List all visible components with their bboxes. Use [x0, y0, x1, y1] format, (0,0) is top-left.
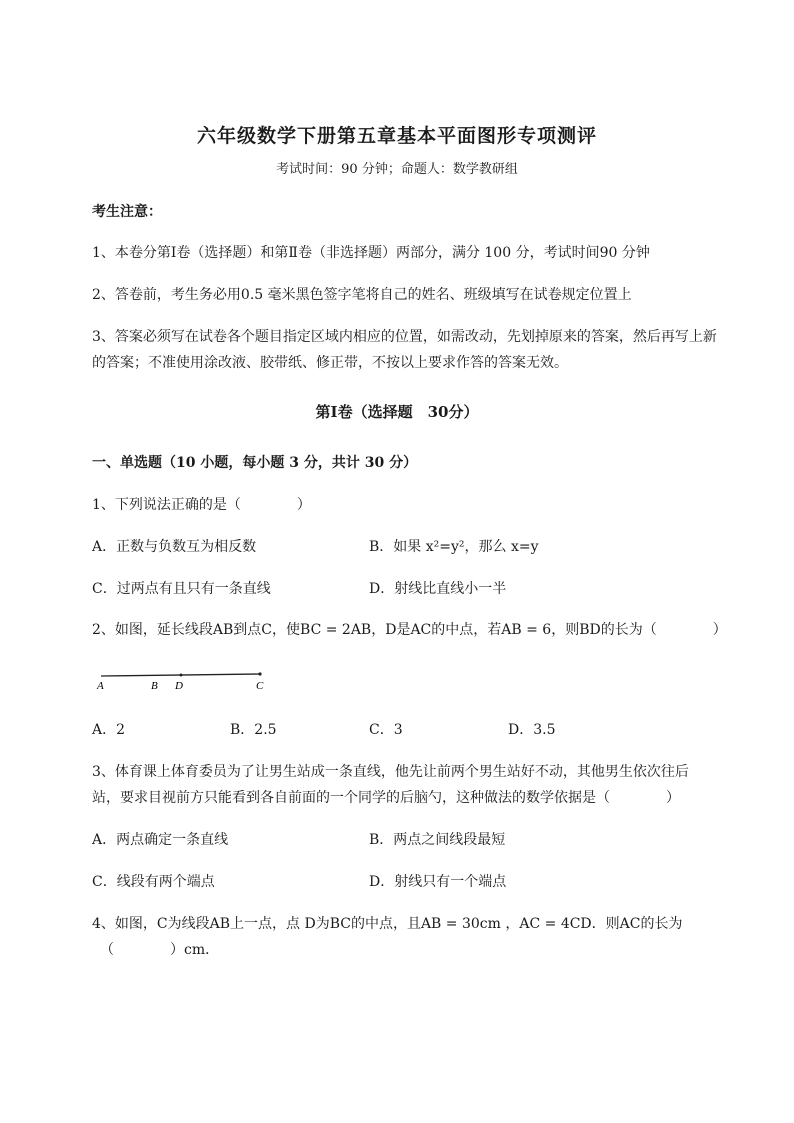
q3-option-d: D．射线只有一个端点 [369, 874, 507, 890]
question-1-stem: 1、下列说法正确的是（ ） [92, 497, 311, 513]
question-2-stem: 2、如图，延长线段AB到点C，使BC = 2AB，D是AC的中点，若AB = 6，则BD的长为（ ） [92, 622, 727, 638]
q1-option-d: D．射线比直线小一半 [369, 581, 507, 597]
segment-figure [95, 666, 275, 692]
q2-option-d: D．3.5 [508, 722, 556, 738]
notice-heading: 考生注意： [92, 204, 162, 220]
q2-option-c: C．3 [369, 722, 403, 738]
point-c-dot [258, 672, 261, 675]
q3-option-c: C．线段有两个端点 [92, 874, 215, 890]
q1-option-b: B．如果 x²=y²，那么 x=y [369, 539, 539, 555]
q2-option-b: B．2.5 [230, 722, 277, 738]
q3-option-a: A．两点确定一条直线 [92, 832, 229, 848]
question-4-stem-line2: （ ）cm． [100, 942, 220, 958]
question-3-stem-line2: 站，要求目视前方只能看到各自前面的一个同学的后脑勺，这种做法的数学依据是（ ） [92, 790, 680, 806]
section-title: 第Ⅰ卷（选择题 30分） [315, 403, 479, 421]
point-d-dot [180, 674, 183, 677]
q2-option-a: A．2 [92, 722, 126, 738]
label-c: C [256, 680, 264, 692]
label-b: B [151, 680, 158, 692]
notice-item-1: 1、本卷分第Ⅰ卷（选择题）和第Ⅱ卷（非选择题）两部分，满分 100 分，考试时间90 分钟 [92, 245, 650, 261]
notice-item-2: 2、答卷前，考生务必用0.5 毫米黑色签字笔将自己的姓名、班级填写在试卷规定位置上 [92, 287, 632, 303]
q1-option-a: A．正数与负数互为相反数 [92, 539, 257, 555]
notice-item-3-cont: 的答案；不准使用涂改液、胶带纸、修正带，不按以上要求作答的答案无效。 [92, 355, 568, 371]
q1-option-c: C．过两点有且只有一条直线 [92, 581, 271, 597]
question-3-stem-line1: 3、体育课上体育委员为了让男生站成一条直线，他先让前两个男生站好不动，其他男生依次往后 [92, 764, 689, 780]
notice-item-3: 3、答案必须写在试卷各个题目指定区域内相应的位置，如需改动，先划掉原来的答案，然后再写上新 [92, 329, 717, 345]
exam-info: 考试时间：90 分钟；命题人：数学教研组 [276, 162, 518, 177]
label-a: A [97, 680, 104, 692]
q3-option-b: B．两点之间线段最短 [369, 832, 506, 848]
question-4-stem-line1: 4、如图，C为线段AB上一点，点 D为BC的中点，且AB = 30cm ，AC = 4CD．则AC的长为 [92, 916, 683, 932]
part-heading: 一、单选题（10 小题，每小题 3 分，共计 30 分） [92, 455, 418, 471]
page-title: 六年级数学下册第五章基本平面图形专项测评 [196, 125, 597, 147]
label-d: D [175, 680, 183, 692]
